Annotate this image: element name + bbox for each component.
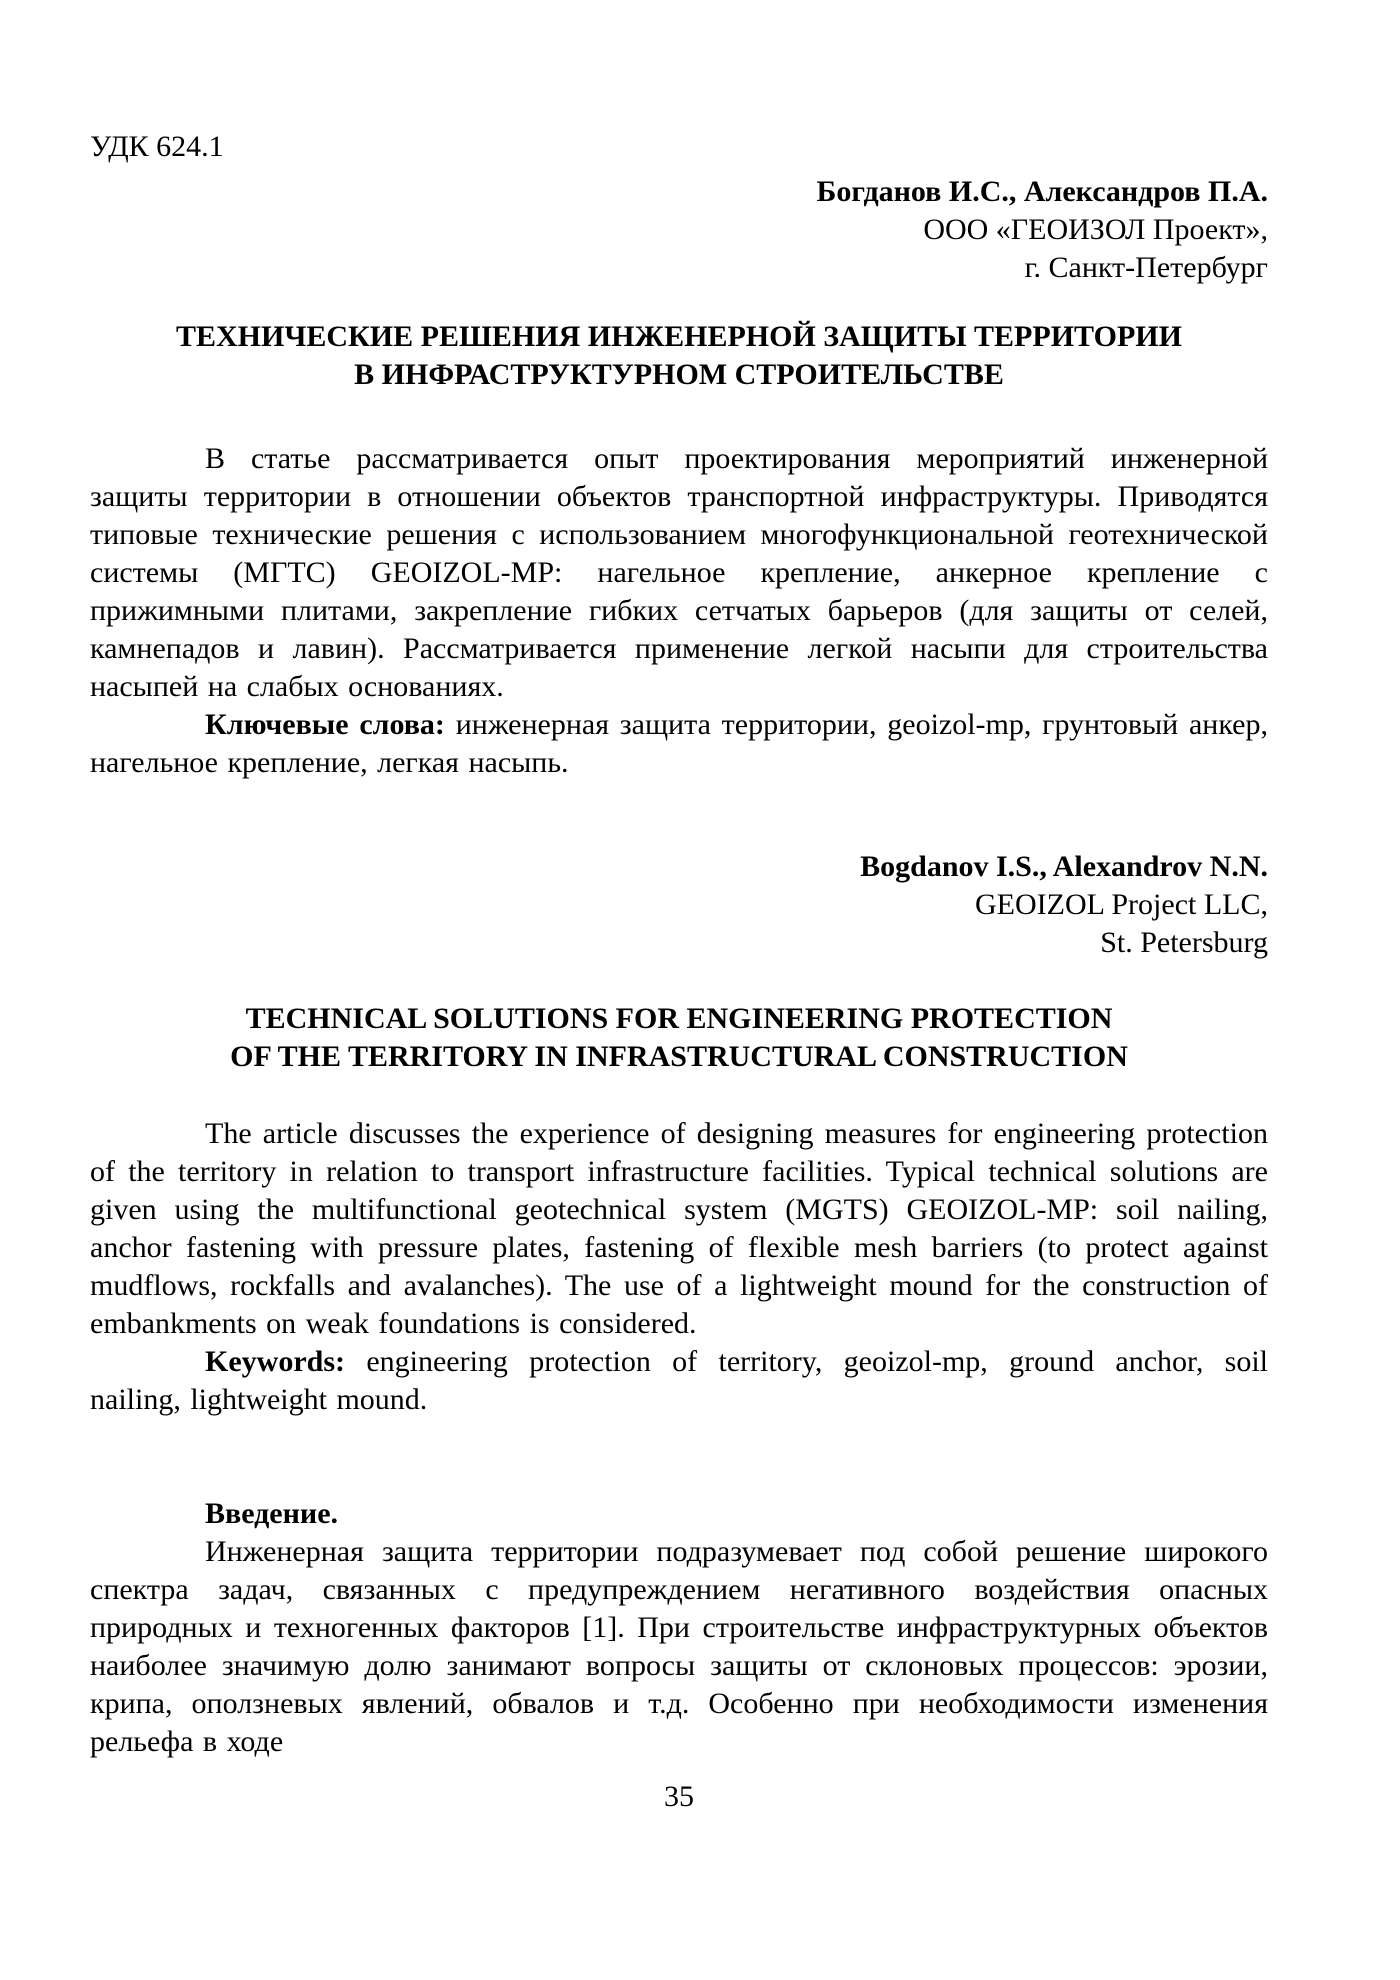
article-title-ru-line1: ТЕХНИЧЕСКИЕ РЕШЕНИЯ ИНЖЕНЕРНОЙ ЗАЩИТЫ ТЕРРИТОРИИ bbox=[176, 320, 1182, 353]
introduction-paragraph: Инженерная защита территории подразумевает под собой решение широкого спектра задач, связанных с предупреждением негативного воздействия опасных природных и техногенных факторов [1]. При строительстве инфраструктурных объектов наиболее значимую долю занимают вопросы защиты от склоновых процессов: эрозии, крипа, оползневых явлений, обвалов и т.д. Особенно при необходимости изменения рельефа в ходе bbox=[90, 1535, 1268, 1758]
keywords-text-ru: инженерная защита территории, geoizol-mp, грунтовый анкер, нагельное крепление, легкая насыпь. bbox=[90, 708, 1268, 779]
article-title-en bbox=[90, 1000, 1268, 1076]
city-en: St. Petersburg bbox=[1100, 926, 1268, 959]
article-title-ru bbox=[90, 318, 1268, 394]
article-title-en-line1: TECHNICAL SOLUTIONS FOR ENGINEERING PROTECTION bbox=[245, 1002, 1113, 1035]
keywords-en bbox=[90, 1343, 1268, 1419]
abstract-text-en: The article discusses the experience of designing measures for engineering protection of the territory in relation to transport infrastructure facilities. Typical technical solutions are given using the multifunctional geotechnical system (MGTS) GEOIZOL-MP: soil nailing, anchor fastening with pressure plates, fastening of flexible mesh barriers (to protect against mudflows, rockfalls and avalanches). The use of a lightweight mound for the construction of embankments on weak foundations is considered. bbox=[90, 1117, 1268, 1340]
article-title-en-line2: OF THE TERRITORY IN INFRASTRUCTURAL CONSTRUCTION bbox=[230, 1040, 1128, 1073]
page-number: 35 bbox=[664, 1780, 694, 1813]
authors-block-en bbox=[90, 848, 1268, 962]
keywords-ru bbox=[90, 706, 1268, 782]
authors-block-ru bbox=[90, 173, 1268, 287]
abstract-section-en bbox=[90, 1115, 1268, 1419]
introduction-heading: Введение. bbox=[205, 1497, 339, 1530]
keywords-label-en: Keywords: bbox=[205, 1345, 345, 1378]
authors-ru: Богданов И.С., Александров П.А. bbox=[816, 175, 1268, 208]
affiliation-ru: ООО «ГЕОИЗОЛ Проект», bbox=[923, 213, 1268, 246]
introduction-section bbox=[90, 1495, 1268, 1761]
article-title-ru-line2: В ИНФРАСТРУКТУРНОМ СТРОИТЕЛЬСТВЕ bbox=[354, 358, 1004, 391]
abstract-section-ru bbox=[90, 440, 1268, 782]
affiliation-en: GEOIZOL Project LLC, bbox=[975, 888, 1268, 921]
abstract-text-ru: В статье рассматривается опыт проектирования мероприятий инженерной защиты территории в отношении объектов транспортной инфраструктуры. Приводятся типовые технические решения с использованием многофункциональной геотехнической системы (МГТС) GEOIZOL-MP: нагельное крепление, анкерное крепление с прижимными плитами, закрепление гибких сетчатых барьеров (для защиты от селей, камнепадов и лавин). Рассматривается применение легкой насыпи для строительства насыпей на слабых основаниях. bbox=[90, 442, 1268, 703]
udc-block bbox=[90, 128, 1268, 166]
authors-en: Bogdanov I.S., Alexandrov N.N. bbox=[860, 850, 1268, 883]
keywords-label-ru: Ключевые слова: bbox=[205, 708, 445, 741]
keywords-text-en: engineering protection of territory, geoizol-mp, ground anchor, soil nailing, lightweight mound. bbox=[90, 1345, 1269, 1416]
city-ru: г. Санкт-Петербург bbox=[1024, 251, 1268, 284]
udc-number: УДК 624.1 bbox=[90, 130, 224, 163]
